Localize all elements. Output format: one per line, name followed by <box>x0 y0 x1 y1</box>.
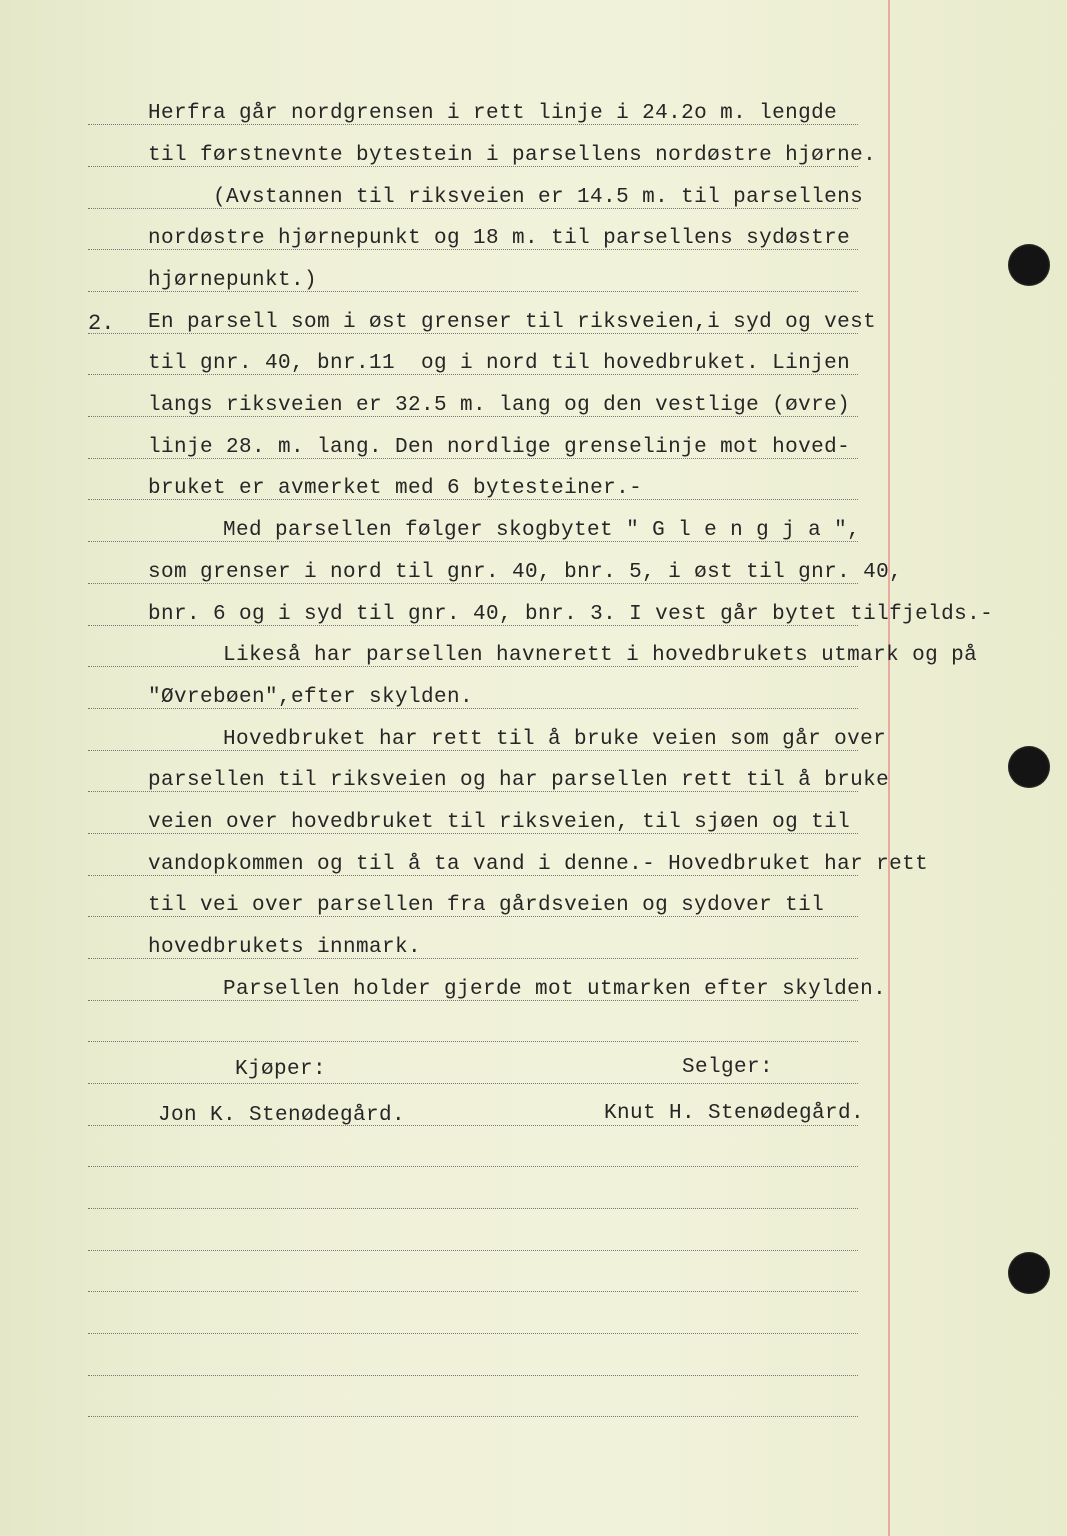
seller-label: Selger: <box>682 1056 774 1079</box>
text-line: som grenser i nord til gnr. 40, bnr. 5, i øst til gnr. 40, <box>148 561 903 584</box>
text-line: hovedbrukets innmark. <box>148 936 422 959</box>
text-line: Med parsellen følger skogbytet " G l e n g j a ", <box>223 519 861 542</box>
ruled-line <box>88 1375 858 1376</box>
text-line: bruket er avmerket med 6 bytesteiner.- <box>148 477 643 500</box>
margin-rule <box>888 0 890 1536</box>
ruled-line <box>88 1416 858 1417</box>
buyer-name: Jon K. Stenødegård. <box>158 1104 406 1127</box>
text-line: En parsell som i øst grenser til riksveien,i syd og vest <box>148 311 877 334</box>
text-line: bnr. 6 og i syd til gnr. 40, bnr. 3. I vest går bytet tilfjelds.- <box>148 603 994 626</box>
buyer-label: Kjøper: <box>235 1058 327 1081</box>
text-line: vandopkommen og til å ta vand i denne.- Hovedbruket har rett <box>148 853 929 876</box>
text-line: nordøstre hjørnepunkt og 18 m. til parsellens sydøstre <box>148 227 851 250</box>
ruled-line <box>88 1291 858 1292</box>
text-line: "Øvrebøen",efter skylden. <box>148 686 474 709</box>
punch-hole <box>1008 746 1050 788</box>
punch-hole <box>1008 1252 1050 1294</box>
ruled-line <box>88 1250 858 1251</box>
ruled-line <box>88 1083 858 1084</box>
seller-name: Knut H. Stenødegård. <box>604 1102 865 1125</box>
text-line: til vei over parsellen fra gårdsveien og sydover til <box>148 894 825 917</box>
text-line: hjørnepunkt.) <box>148 269 318 292</box>
text-line: parsellen til riksveien og har parsellen rett til å bruke <box>148 769 890 792</box>
text-line: Herfra går nordgrensen i rett linje i 24.2o m. lengde <box>148 102 838 125</box>
text-line: veien over hovedbruket til riksveien, til sjøen og til <box>148 811 851 834</box>
item-number: 2. <box>88 311 115 336</box>
text-line: Hovedbruket har rett til å bruke veien som går over <box>223 728 887 751</box>
ruled-line <box>88 1041 858 1042</box>
text-line: (Avstannen til riksveien er 14.5 m. til parsellens <box>213 186 864 209</box>
text-line: Likeså har parsellen havnerett i hovedbrukets utmark og på <box>223 644 978 667</box>
text-line: til førstnevnte bytestein i parsellens nordøstre hjørne. <box>148 144 877 167</box>
ruled-line <box>88 1208 858 1209</box>
ruled-line <box>88 1166 858 1167</box>
text-line: Parsellen holder gjerde mot utmarken efter skylden. <box>223 978 887 1001</box>
text-line: langs riksveien er 32.5 m. lang og den vestlige (øvre) <box>148 394 851 417</box>
text-line: linje 28. m. lang. Den nordlige grenselinje mot hoved- <box>148 436 851 459</box>
punch-hole <box>1008 244 1050 286</box>
ruled-line <box>88 1333 858 1334</box>
text-line: til gnr. 40, bnr.11 og i nord til hovedbruket. Linjen <box>148 352 851 375</box>
